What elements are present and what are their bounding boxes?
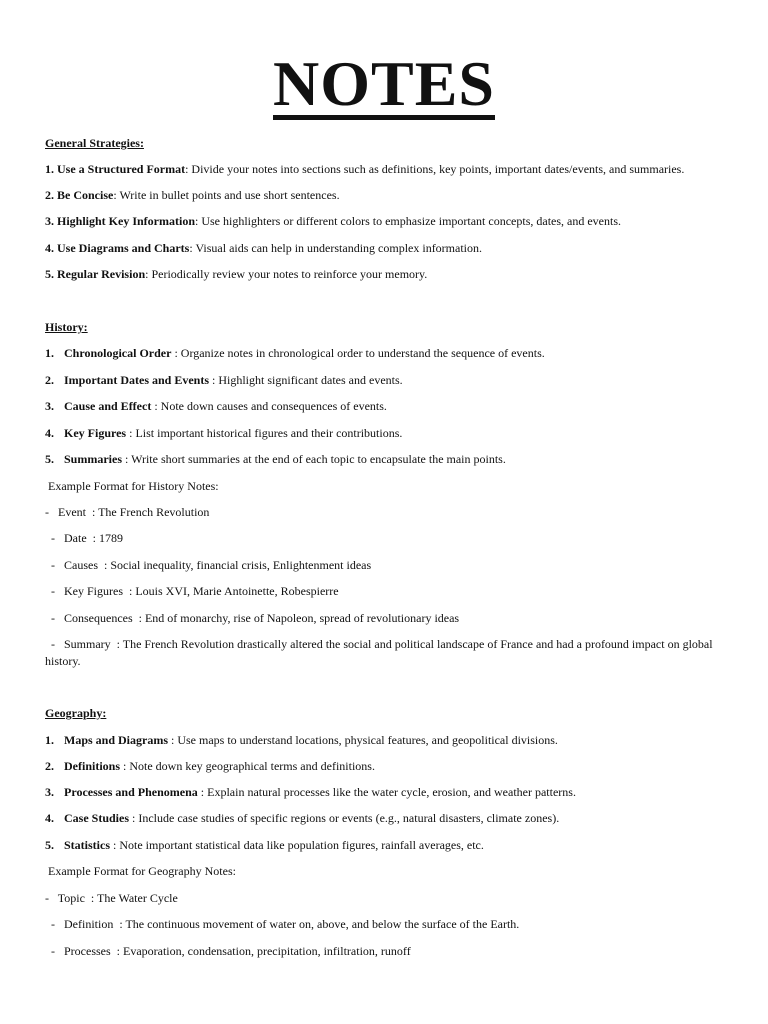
item-number: 4.	[45, 426, 54, 440]
item-text: : Note down key geographical terms and definitions.	[120, 759, 375, 773]
item-text: : Explain natural processes like the water cycle, erosion, and weather patterns.	[197, 785, 576, 799]
history-item	[45, 398, 735, 414]
item-number: 1.	[45, 733, 54, 747]
item-term: Definitions	[64, 759, 121, 773]
item-text: : Organize notes in chronological order to understand the sequence of events.	[171, 346, 545, 360]
item-text: : Use highlighters or different colors to emphasize important concepts, dates, and events.	[195, 214, 622, 228]
item-number: 5.	[45, 452, 54, 466]
history-item	[45, 451, 735, 467]
item-term: Be Concise	[57, 188, 114, 202]
general-item	[45, 240, 735, 256]
item-text: : Use maps to understand locations, physical features, and geopolitical divisions.	[168, 733, 558, 747]
page-title-text: NOTES	[273, 48, 495, 119]
general-item	[45, 161, 735, 177]
history-item	[45, 425, 735, 441]
item-text: : Highlight significant dates and events.	[209, 373, 403, 387]
item-number: 3.	[45, 785, 54, 799]
general-item	[45, 187, 735, 203]
item-term: Maps and Diagrams	[64, 733, 169, 747]
item-term: Important Dates and Events	[64, 373, 210, 387]
general-item	[45, 266, 735, 282]
item-text: : Visual aids can help in understanding complex information.	[189, 241, 483, 255]
item-number: 5.	[45, 267, 54, 281]
general-item	[45, 213, 735, 229]
geography-example-heading: Example Format for Geography Notes:	[45, 864, 236, 878]
geography-item	[45, 810, 735, 826]
history-example-line: - Event : The French Revolution	[45, 505, 210, 519]
item-number: 2.	[45, 759, 54, 773]
item-term: Summaries	[64, 452, 122, 466]
history-heading: History:	[45, 320, 88, 334]
geography-item	[45, 732, 735, 748]
item-term: Key Figures	[64, 426, 127, 440]
item-text: : Note down causes and consequences of events.	[151, 399, 387, 413]
item-number: 1.	[45, 346, 54, 360]
general-heading: General Strategies:	[45, 136, 144, 150]
history-item	[45, 345, 735, 361]
history-example-heading: Example Format for History Notes:	[45, 479, 219, 493]
item-term: Case Studies	[64, 811, 130, 825]
item-term: Regular Revision	[57, 267, 146, 281]
item-term: Use a Structured Format	[57, 162, 186, 176]
item-text: : Note important statistical data like population figures, rainfall averages, etc.	[110, 838, 484, 852]
item-number: 4.	[45, 811, 54, 825]
item-term: Use Diagrams and Charts	[57, 241, 190, 255]
history-example-line: - Consequences : End of monarchy, rise of Napoleon, spread of revolutionary ideas	[45, 611, 460, 625]
item-number: 3.	[45, 399, 54, 413]
item-text: : Include case studies of specific regions or events (e.g., natural disasters, climate zones).	[129, 811, 560, 825]
item-text: : List important historical figures and their contributions.	[126, 426, 403, 440]
item-text: : Periodically review your notes to reinforce your memory.	[145, 267, 428, 281]
item-number: 4.	[45, 241, 54, 255]
item-number: 2.	[45, 188, 54, 202]
geography-example-line: - Definition : The continuous movement of water on, above, and below the surface of the Earth.	[45, 917, 520, 931]
history-example-line: - Key Figures : Louis XVI, Marie Antoinette, Robespierre	[45, 584, 339, 598]
history-item	[45, 372, 735, 388]
item-number: 1.	[45, 162, 54, 176]
item-term: Cause and Effect	[64, 399, 152, 413]
item-text: : Write in bullet points and use short sentences.	[113, 188, 340, 202]
geography-item	[45, 784, 735, 800]
item-text: : Write short summaries at the end of each topic to encapsulate the main points.	[122, 452, 506, 466]
history-example-line: - Causes : Social inequality, financial crisis, Enlightenment ideas	[45, 558, 372, 572]
geography-item	[45, 758, 735, 774]
item-term: Highlight Key Information	[57, 214, 196, 228]
geography-example-line: - Processes : Evaporation, condensation, precipitation, infiltration, runoff	[45, 944, 411, 958]
history-example-line: - Date : 1789	[45, 531, 123, 545]
geography-item	[45, 837, 735, 853]
geography-example-line: - Topic : The Water Cycle	[45, 891, 178, 905]
item-term: Processes and Phenomena	[64, 785, 198, 799]
item-text: : Divide your notes into sections such as definitions, key points, important dates/events, and summaries.	[185, 162, 685, 176]
item-number: 3.	[45, 214, 54, 228]
item-number: 5.	[45, 838, 54, 852]
item-number: 2.	[45, 373, 54, 387]
item-term: Statistics	[64, 838, 110, 852]
history-example-summary: - Summary : The French Revolution drastically altered the social and political landscape of France and had a profound impact on global history.	[45, 637, 716, 668]
geography-heading: Geography:	[45, 706, 107, 720]
page-title	[0, 50, 768, 120]
item-term: Chronological Order	[64, 346, 172, 360]
